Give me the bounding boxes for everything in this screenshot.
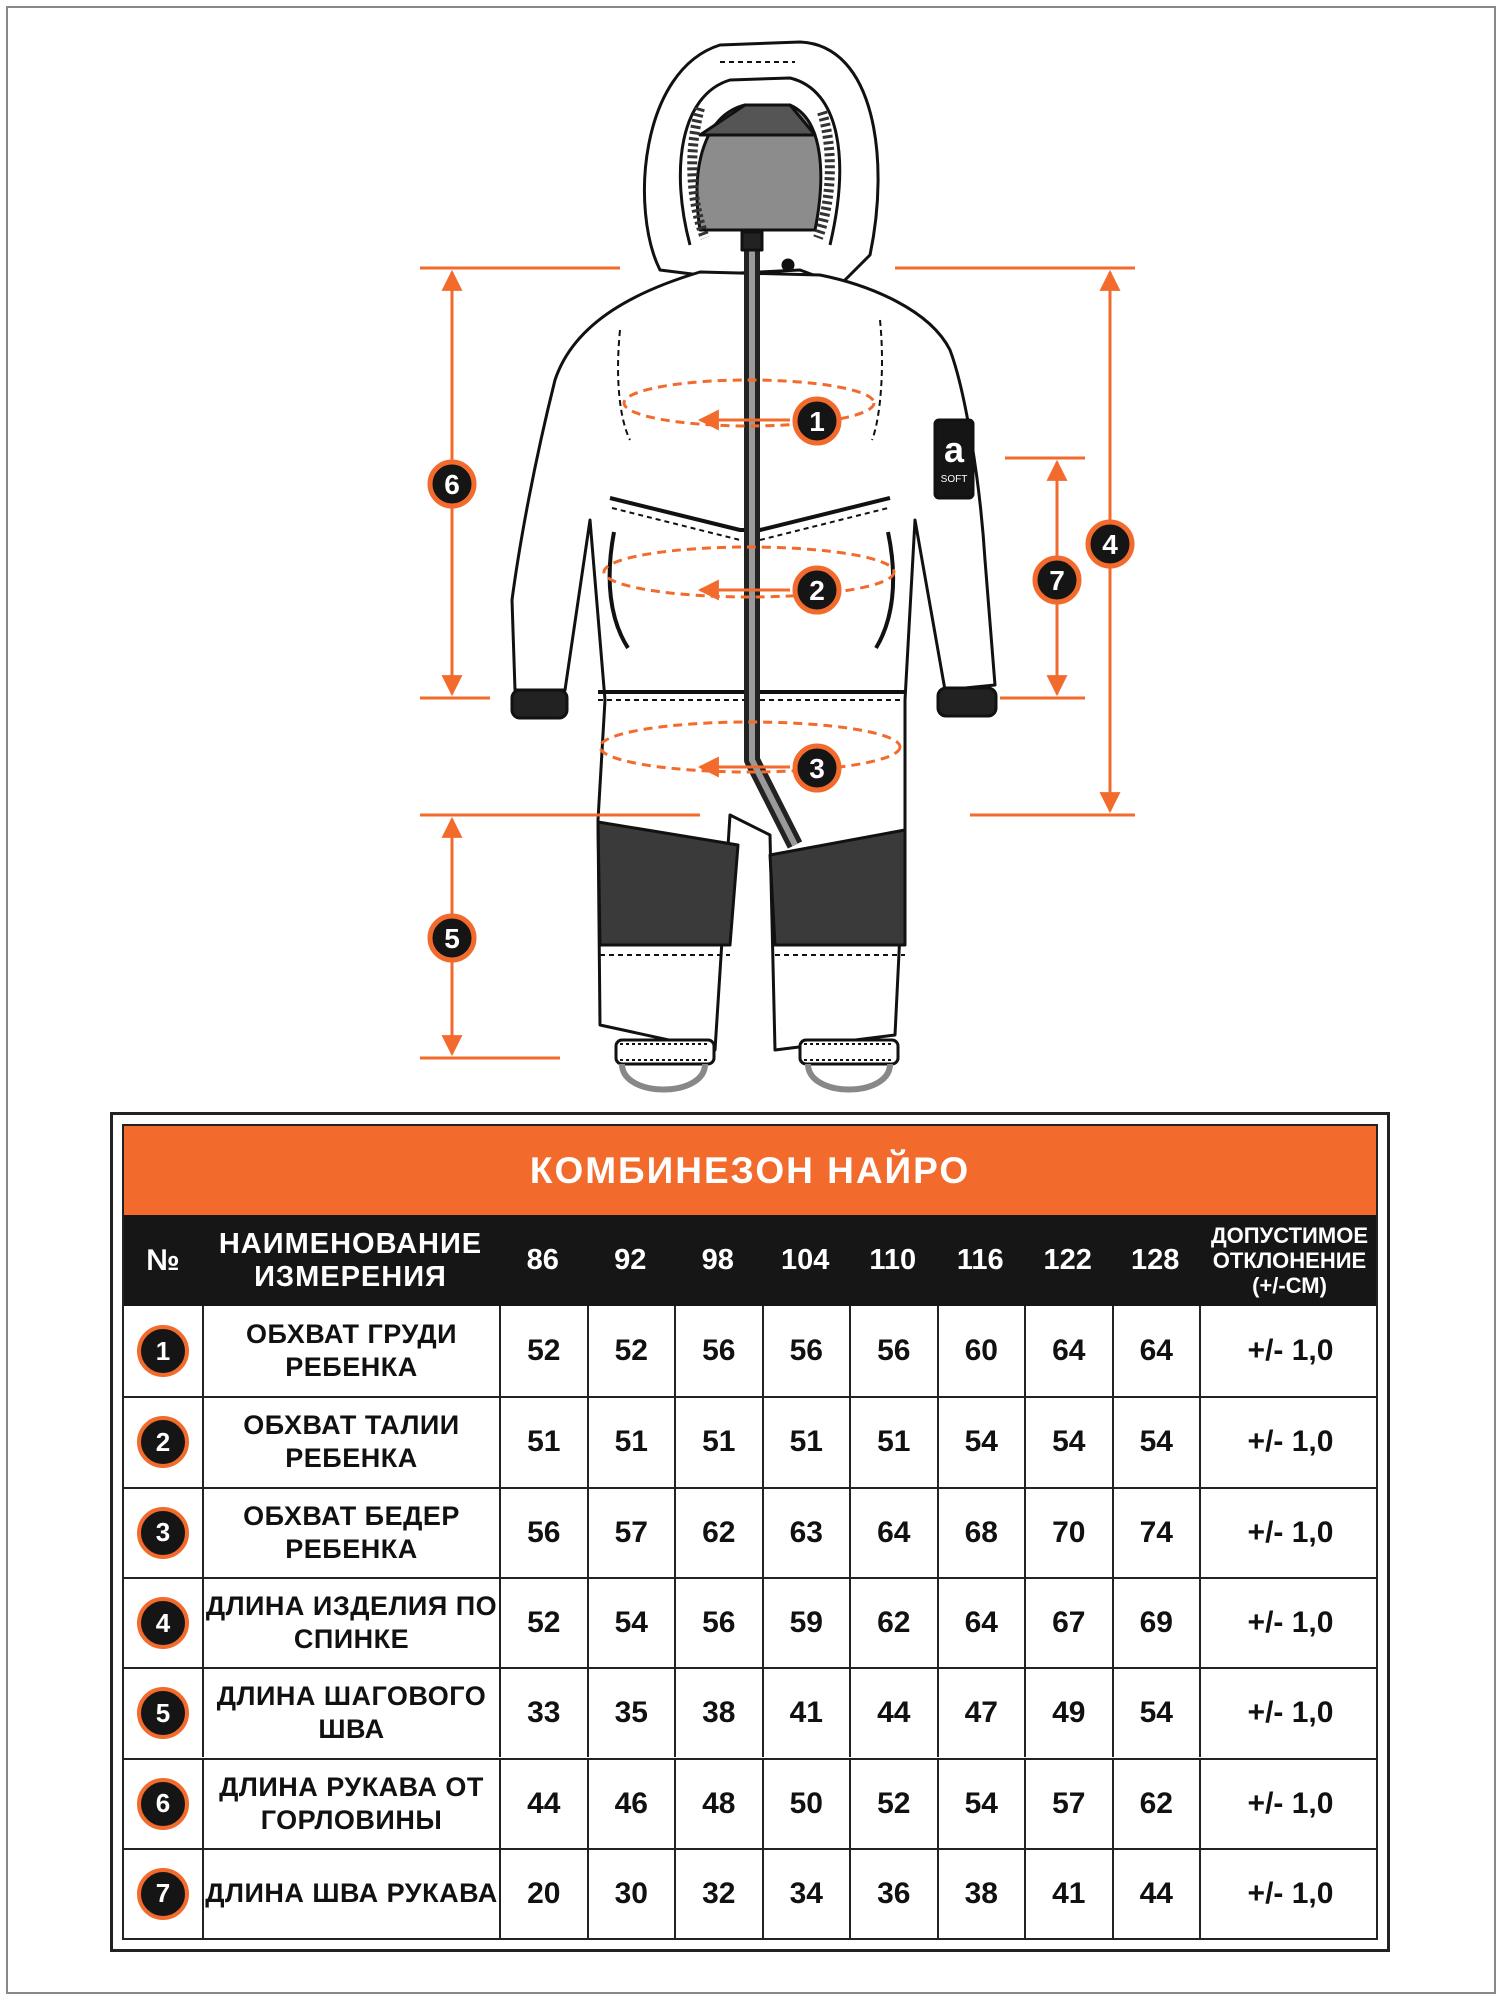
header-size: 116 — [956, 1244, 1004, 1276]
size-value-cell: 54 — [1024, 1398, 1112, 1486]
size-value-cell: 64 — [1024, 1306, 1112, 1396]
table-row — [124, 1667, 1376, 1757]
marker-6 — [430, 462, 474, 506]
row-number-badge: 7 — [137, 1868, 189, 1920]
measurement-name-cell — [202, 1398, 499, 1486]
measurement-name-line1: ОБХВАТ ГРУДИ — [245, 1319, 458, 1350]
left-cuff — [512, 690, 567, 718]
measurement-name-line2: РЕБЕНКА — [285, 1443, 418, 1474]
size-value-cell: 52 — [587, 1306, 675, 1396]
size-value-cell: 64 — [849, 1489, 937, 1577]
row-number-badge: 6 — [137, 1778, 189, 1830]
header-size: 122 — [1043, 1244, 1092, 1276]
size-value-cell: 36 — [849, 1850, 937, 1938]
row-number-cell — [124, 1579, 202, 1667]
marker-4 — [1088, 522, 1132, 566]
size-value-cell: 63 — [762, 1489, 850, 1577]
marker-2 — [795, 568, 839, 612]
tolerance-cell: +/- 1,0 — [1199, 1398, 1380, 1486]
size-value-cell: 35 — [587, 1669, 675, 1757]
svg-text:4: 4 — [1102, 529, 1118, 560]
svg-text:1: 1 — [809, 406, 825, 437]
table-row — [124, 1848, 1376, 1938]
tolerance-cell: +/- 1,0 — [1199, 1850, 1380, 1938]
size-value-cell: 52 — [499, 1579, 587, 1667]
size-value-cell: 33 — [499, 1669, 587, 1757]
table-row — [124, 1577, 1376, 1667]
size-value-cell: 57 — [1024, 1760, 1112, 1848]
measurement-name-line1: ДЛИНА РУКАВА ОТ — [219, 1771, 484, 1802]
row-number-cell — [124, 1669, 202, 1757]
measurement-name-line1: ДЛИНА ИЗДЕЛИЯ ПО — [205, 1591, 498, 1622]
size-value-cell: 56 — [674, 1306, 762, 1396]
header-name-line1: НАИМЕНОВАНИЕ — [218, 1227, 483, 1260]
size-value-cell: 49 — [1024, 1669, 1112, 1757]
header-size: 92 — [614, 1244, 647, 1276]
size-value-cell: 60 — [937, 1306, 1025, 1396]
measurement-name-line2: ГОРЛОВИНЫ — [260, 1804, 443, 1835]
size-value-cell: 54 — [1112, 1398, 1200, 1486]
size-value-cell: 34 — [762, 1850, 850, 1938]
size-value-cell: 70 — [1024, 1489, 1112, 1577]
tolerance-cell: +/- 1,0 — [1199, 1760, 1380, 1848]
table-body — [124, 1306, 1376, 1938]
header-name-line2: ИЗМЕРЕНИЯ — [254, 1260, 447, 1293]
marker-3 — [795, 746, 839, 790]
size-value-cell: 20 — [499, 1850, 587, 1938]
header-size: 110 — [869, 1244, 917, 1276]
header-tol-line2: ОТКЛОНЕНИЕ — [1212, 1248, 1367, 1273]
table-header — [124, 1215, 1376, 1306]
size-value-cell: 44 — [849, 1669, 937, 1757]
marker-1 — [795, 399, 839, 443]
header-size: 86 — [526, 1244, 559, 1276]
header-size: 104 — [781, 1244, 830, 1276]
size-value-cell: 56 — [674, 1579, 762, 1667]
size-value-cell: 48 — [674, 1760, 762, 1848]
size-value-cell: 62 — [674, 1489, 762, 1577]
size-value-cell: 44 — [1112, 1850, 1200, 1938]
size-value-cell: 52 — [849, 1760, 937, 1848]
size-value-cell: 59 — [762, 1579, 850, 1667]
marker-5 — [430, 916, 474, 960]
size-value-cell: 54 — [1112, 1669, 1200, 1757]
measurement-name-cell — [202, 1579, 499, 1667]
measurement-name-cell — [202, 1850, 499, 1938]
tolerance-cell: +/- 1,0 — [1199, 1669, 1380, 1757]
size-value-cell: 51 — [849, 1398, 937, 1486]
table-row — [124, 1396, 1376, 1486]
size-value-cell: 54 — [937, 1760, 1025, 1848]
header-tol-line3: (+/-СМ) — [1252, 1273, 1327, 1298]
measurement-name-line2: РЕБЕНКА — [285, 1533, 418, 1564]
table-row — [124, 1306, 1376, 1396]
brand-mark: a — [943, 429, 965, 470]
row-number-badge: 3 — [137, 1507, 189, 1559]
table-row — [124, 1758, 1376, 1848]
size-value-cell: 47 — [937, 1669, 1025, 1757]
marker-7 — [1035, 558, 1079, 602]
measurement-name-cell — [202, 1306, 499, 1396]
size-value-cell: 38 — [674, 1669, 762, 1757]
table-row — [124, 1487, 1376, 1577]
row-number-cell — [124, 1489, 202, 1577]
brand-text: SOFT — [940, 474, 968, 485]
size-value-cell: 74 — [1112, 1489, 1200, 1577]
size-value-cell: 51 — [674, 1398, 762, 1486]
size-value-cell: 56 — [762, 1306, 850, 1396]
tolerance-cell: +/- 1,0 — [1199, 1489, 1380, 1577]
size-value-cell: 56 — [499, 1489, 587, 1577]
svg-text:7: 7 — [1049, 565, 1065, 596]
size-table — [110, 1112, 1390, 1952]
svg-text:6: 6 — [444, 469, 460, 500]
measurement-name-line2: СПИНКЕ — [293, 1624, 410, 1655]
size-value-cell: 38 — [937, 1850, 1025, 1938]
measurement-name-cell — [202, 1760, 499, 1848]
size-value-cell: 46 — [587, 1760, 675, 1848]
row-number-cell — [124, 1398, 202, 1486]
row-number-badge: 1 — [137, 1325, 189, 1377]
size-value-cell: 62 — [849, 1579, 937, 1667]
row-number-badge: 4 — [137, 1597, 189, 1649]
size-value-cell: 69 — [1112, 1579, 1200, 1667]
size-value-cell: 32 — [674, 1850, 762, 1938]
size-value-cell: 51 — [762, 1398, 850, 1486]
size-value-cell: 41 — [1024, 1850, 1112, 1938]
size-value-cell: 54 — [587, 1579, 675, 1667]
row-number-cell — [124, 1760, 202, 1848]
tolerance-cell: +/- 1,0 — [1199, 1579, 1380, 1667]
header-size: 128 — [1131, 1244, 1180, 1276]
measurement-name-line1: ОБХВАТ ТАЛИИ — [243, 1410, 460, 1441]
size-value-cell: 52 — [499, 1306, 587, 1396]
measurement-name-line2: ШВА — [318, 1714, 385, 1745]
size-table-inner — [122, 1124, 1378, 1940]
header-tolerance — [1199, 1215, 1380, 1306]
svg-text:3: 3 — [809, 753, 825, 784]
size-value-cell: 51 — [499, 1398, 587, 1486]
row-number-badge: 2 — [137, 1416, 189, 1468]
size-value-cell: 64 — [1112, 1306, 1200, 1396]
size-value-cell: 56 — [849, 1306, 937, 1396]
header-num: № — [146, 1243, 180, 1277]
size-value-cell: 50 — [762, 1760, 850, 1848]
row-number-cell — [124, 1850, 202, 1938]
row-number-cell — [124, 1306, 202, 1396]
measurement-name-line1: ОБХВАТ БЕДЕР — [243, 1500, 460, 1531]
svg-text:5: 5 — [444, 923, 460, 954]
tolerance-cell: +/- 1,0 — [1199, 1306, 1380, 1396]
measurement-name-cell — [202, 1669, 499, 1757]
measurement-name-cell — [202, 1489, 499, 1577]
size-value-cell: 44 — [499, 1760, 587, 1848]
size-value-cell: 57 — [587, 1489, 675, 1577]
size-value-cell: 54 — [937, 1398, 1025, 1486]
measurement-name-line2: РЕБЕНКА — [285, 1352, 418, 1383]
header-tol-line1: ДОПУСТИМОЕ — [1211, 1223, 1368, 1248]
size-value-cell: 51 — [587, 1398, 675, 1486]
header-name — [202, 1215, 499, 1306]
left-knee-panel — [598, 822, 738, 945]
size-value-cell: 41 — [762, 1669, 850, 1757]
table-title: КОМБИНЕЗОН НАЙРО — [124, 1126, 1376, 1215]
header-size: 98 — [701, 1244, 734, 1276]
right-cuff — [938, 688, 996, 716]
measurement-name-line1: ДЛИНА ШВА РУКАВА — [205, 1878, 498, 1909]
row-number-badge: 5 — [137, 1687, 189, 1739]
size-value-cell: 62 — [1112, 1760, 1200, 1848]
jumpsuit-drawing — [512, 42, 996, 1090]
svg-text:2: 2 — [809, 575, 825, 606]
size-value-cell: 30 — [587, 1850, 675, 1938]
size-value-cell: 64 — [937, 1579, 1025, 1667]
size-value-cell: 68 — [937, 1489, 1025, 1577]
size-value-cell: 67 — [1024, 1579, 1112, 1667]
measurement-name-line1: ДЛИНА ШАГОВОГО — [216, 1681, 487, 1712]
